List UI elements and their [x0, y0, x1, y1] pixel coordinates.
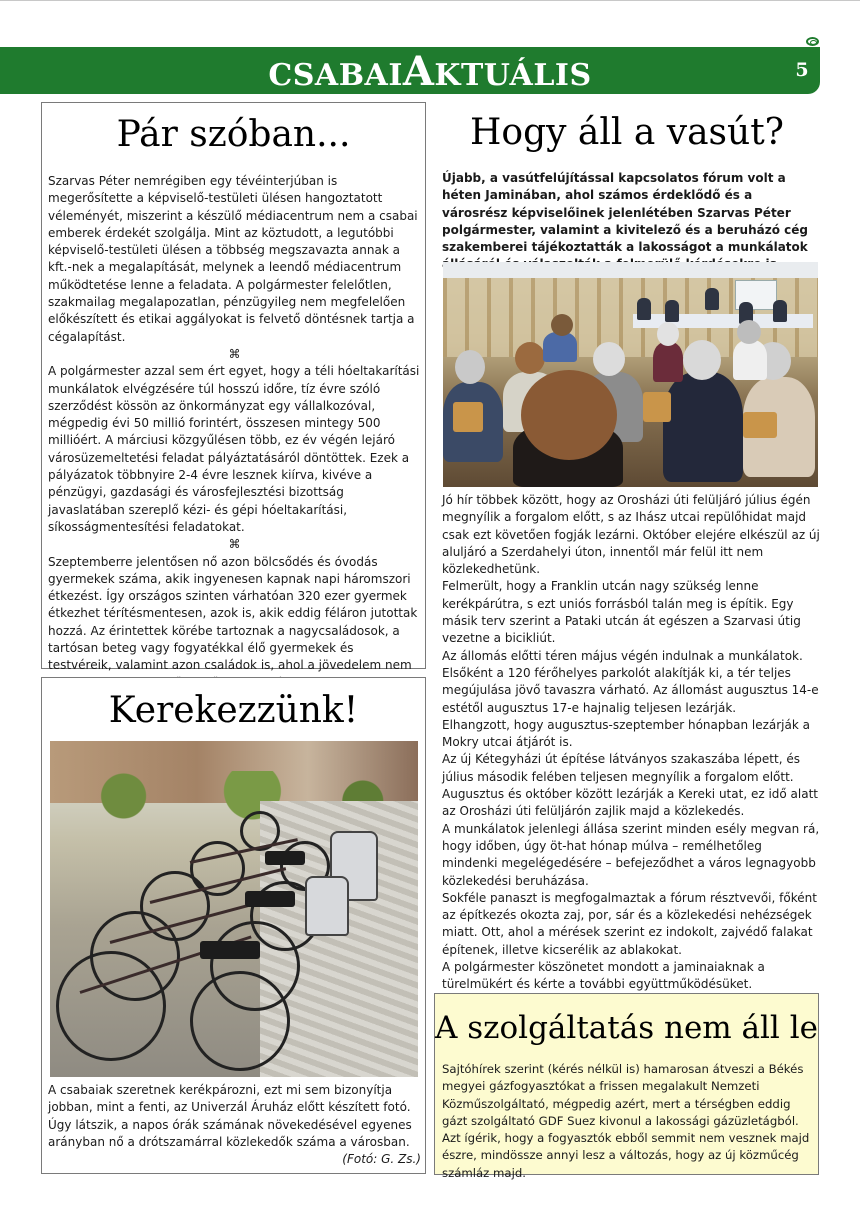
forum-meeting-photo	[443, 262, 818, 487]
section-separator-icon: ⌘	[228, 346, 241, 361]
article-paragraph: Sokféle panaszt is megfogalmaztak a fórum résztvevői, főként az építkezés okozta zaj, por, sár és a közlekedési nehézségek miatt. Ott, ahol a mérések szerint ez indokolt, zajvédő falakat építenek, illetve kicserélik az ablakokat.	[442, 890, 817, 957]
article-body: Sajtóhírek szerint (kérés nélkül is) hamarosan átveszi a Békés megyei gázfogyasztókat a frissen megalakult Nemzeti Közműszolgáltató, mégpedig azért, mert a térségben eddig gázt szolgáltató GDF Suez kivonul a lakossági gázüzletágból. Azt ígérik, hogy a fogyasztók ebből semmit nem vesznek majd észre, mindössze annyi lesz a változás, hogy az új közműcég számláz majd.	[442, 1062, 810, 1180]
article-title: Pár szóban...	[116, 114, 351, 155]
article-title: Hogy áll a vasút?	[470, 112, 784, 153]
masthead-title-capital: A	[402, 48, 435, 95]
masthead-title-part2: KTUÁLIS	[434, 58, 592, 93]
article-paragraph: Elhangzott, hogy augusztus-szeptember hónapban lezárják a Mokry utcai átjárót is.	[442, 717, 810, 750]
article-paragraph: A munkálatok jelenlegi állása szerint minden esély megvan rá, hogy időben, úgy öt-hat hónap múlva – remélhetőleg mindenki megelégedésére – befejeződhet a város legnagyobb közlekedési beruházása.	[442, 821, 820, 888]
article-title: Kerekezzünk!	[108, 690, 359, 731]
article-lead: Újabb, a vasútfelújítással kapcsolatos fórum volt a héten Jaminában, ahol számos érdeklődő és a városrész képviselőinek jelenlétében Szarvas Péter polgármester, valamint a kivitelező és a beruházó cég szakemberei tájékoztatták a lakosságot a munkálatok	[442, 171, 808, 255]
top-rule	[0, 0, 860, 1]
bicycles-photo	[50, 741, 418, 1077]
page-number: 5	[795, 59, 809, 81]
masthead-title	[0, 48, 860, 96]
article-szolgaltatas	[434, 993, 819, 1180]
article-paragraph: A polgármester azzal sem ért egyet, hogy a téli hóeltakarítási munkálatok elvégzésére túl hosszú időre, tíz évre szóló szerződést kössön az önkormányzat egy vállalkozóval, mégpedig évi 50 millió forintért, összesen mintegy 500 millióért. A márciusi közgyűlésen több, ez év végén lejáró városüzemeltetési feladat pályáztatásáról döntöttek. Ezek a pályázatok többnyire 2-4 évre lesznek kiírva, kivéve a pénzügyi, gazdasági és városfejlesztési bizottság javaslatában szereplő kézi- és gépi hóeltakarítási, síkosságmentesítési feladatokat.	[48, 364, 420, 534]
photo-credit: (Fotó: G. Zs.)	[342, 1152, 421, 1166]
article-paragraph: Az új Kétegyházi út építése látványos szakaszába lépett, és július második felében teljesen megnyílik a forgalom előtt. Augusztus és október között lezárják a Kereki utat, ez idő alatt az Orosházi úti felüljárón zajlik majd a közlekedés.	[442, 752, 819, 819]
article-paragraph: A polgármester köszönetet mondott a jaminaiaknak a türelmükért és kérte a további együttműködésüket.	[442, 960, 765, 992]
article-body	[442, 492, 820, 994]
article-paragraph: Az állomás előtti téren május végén indulnak a munkálatok. Elsőként a 120 férőhelyes parkolót alakítják ki, a tér teljes megújulása jövő tavaszra várható. Az állomást augusztus 14-e estétől augusztus 17-e hajnalig teljesen lezárják.	[442, 648, 819, 715]
masthead-title-part1: CSABAI	[268, 58, 403, 93]
section-separator-icon: ⌘	[228, 537, 241, 552]
article-body	[48, 173, 421, 692]
swirl-logo-icon	[806, 37, 819, 46]
photo-caption: A csabaiak szeretnek kerékpározni, ezt mi sem bizonyítja jobban, mint a fenti, az Univerzál Áruház előtt készített fotó. Úgy látszik, a napos órák számának növekedésével egyenes arányban nő a drótszamárral közlekedők száma a városban.	[48, 1083, 412, 1149]
article-paragraph: Szarvas Péter nemrégiben egy tévéinterjúban is megerősítette a képviselő-testületi ülésen hangoztatott véleményét, miszerint a készülő médiacentrum nem a csabai emberek érdekét szolgálja. Mint az köztudott, a legutóbbi képviselő-testületi ülésen a többség megszavazta annak a kft.-nek a megalapítását, melynek a leendő médiacentrum működtetése lenne a feladata. A polgármester felelőtlen, szakmailag megalapozatlan, pénzügyileg nem megfelelően előkészített és etikai aggályokat is felvető döntésnek tartja a cégalapítást.	[48, 174, 418, 344]
article-par-szoban	[41, 102, 426, 673]
article-title: A szolgáltatás nem áll le	[435, 1010, 818, 1046]
article-paragraph: Szeptemberre jelentősen nő azon bölcsődés és óvodás gyermekek száma, akik ingyenesen kapnak napi háromszori étkezést. Így országos szinten várhatóan 320 ezer gyermek étkezhet térítésmentesen, azok is, akik eddig féláron jutottak hozzá. Az érintettek körébe tartoznak a nagycsaládosok, a tartósan beteg vagy fogyatékkal élő gyermekek és testvéreik, valamint azon családok is, ahol a jövedelem nem	[48, 554, 418, 673]
article-paragraph: Jó hír többek között, hogy az Orosházi úti felüljáró július égén megnyílik a forgalom előtt, s az Ihász utcai repülőhidat majd csak ezt követően fogják lezárni. Október elejére elkészül az új aluljáró a Szerdahelyi úton, innentől már felül itt nem közlekedhetünk.	[442, 493, 820, 577]
article-kerekezzunk	[41, 677, 426, 1174]
article-paragraph: Felmerült, hogy a Franklin utcán nagy szükség lenne kerékpárútra, s ezt uniós forrásból talán meg is építik. Egy másik terv szerint a Pataki utcán át egészen a Szarvasi útig vezetne a bicikliút.	[442, 579, 801, 646]
